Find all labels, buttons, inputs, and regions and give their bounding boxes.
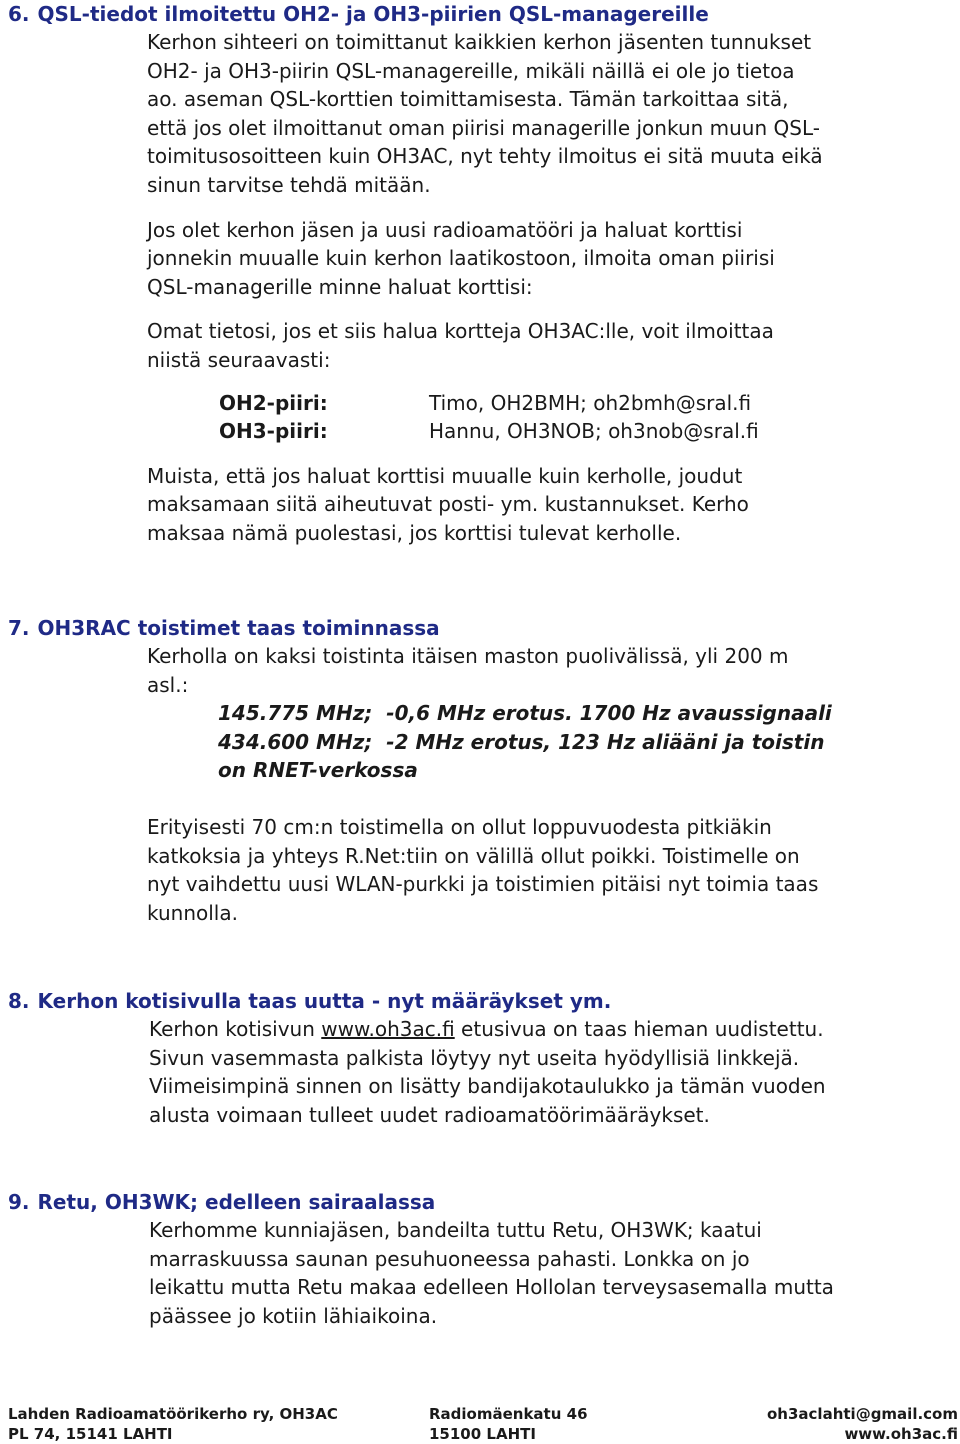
text-line: OH2- ja OH3-piirin QSL-managereille, mikäli näillä ei ole jo tietoa [147,58,795,83]
contact-label-oh2: OH2-piiri: [219,390,328,415]
section-6-paragraph-2 [147,216,958,302]
section-9 [8,1189,958,1330]
text-line: QSL-managerille minne haluat korttisi: [147,274,533,299]
footer-left [8,1404,338,1444]
repeater-70cm: 434.600 MHz; -2 MHz erotus, 123 Hz aliääni ja toistin [218,729,825,754]
text-line: katkoksia ja yhteys R.Net:tiin on välillä ollut poikki. Toistimelle on [147,843,800,868]
text-line: sinun tarvitse tehdä mitään. [147,172,431,197]
section-9-number: 9. [8,1190,30,1214]
text-line: ao. aseman QSL-korttien toimittamisesta. Tämän tarkoittaa sitä, [147,87,789,112]
section-6-heading [8,1,958,28]
qsl-manager-contacts [219,389,958,446]
repeater-frequencies [218,699,958,785]
section-9-heading [8,1189,958,1216]
text-line: jonnekin muualle kuin kerhon laatikostoon, ilmoita oman piirisi [147,246,775,271]
section-7-body-end [147,813,958,927]
text-line: Kerholla on kaksi toistinta itäisen maston puolivälissä, yli 200 m [147,644,789,668]
footer-website[interactable]: www.oh3ac.fi [844,1425,958,1443]
contact-label-oh3: OH3-piiri: [219,419,328,444]
text-line-prefix: Kerhon kotisivun [149,1017,322,1041]
text-line: Kerhon sihteeri on toimittanut kaikkien kerhon jäsenten tunnukset [147,30,812,54]
text-line: maksamaan siitä aiheutuvat posti- ym. kustannukset. Kerho [147,492,749,517]
text-line: leikattu mutta Retu makaa edelleen Hollolan terveysasemalla mutta [149,1275,834,1300]
footer-middle [429,1404,588,1444]
contact-value-oh2[interactable]: Timo, OH2BMH; oh2bmh@sral.fi [429,390,752,415]
text-line: Muista, että jos haluat korttisi muualle kuin kerholle, joudut [147,463,743,488]
text-line: kunnolla. [147,900,238,925]
section-7-number: 7. [8,616,30,640]
contact-value-oh3[interactable]: Hannu, OH3NOB; oh3nob@sral.fi [429,419,759,444]
section-7-body [147,642,958,699]
section-6-paragraph-4 [147,462,958,548]
homepage-link[interactable]: www.oh3ac.fi [321,1017,455,1041]
footer-street-address: Radiomäenkatu 46 [429,1405,588,1423]
text-line: marraskuussa saunan pesuhuoneessa pahasti. Lonkka on jo [149,1246,750,1271]
text-line: että jos olet ilmoittanut oman piirisi managerille jonkun muun QSL- [147,115,820,140]
footer-email[interactable]: oh3aclahti@gmail.com [767,1405,958,1423]
section-8-title: Kerhon kotisivulla taas uutta - nyt määräykset ym. [37,989,612,1013]
text-line: nyt vaihdettu uusi WLAN-purkki ja toistimien pitäisi nyt toimia taas [147,872,819,897]
section-7 [8,615,958,927]
section-8-number: 8. [8,989,30,1013]
footer-postal-city: 15100 LAHTI [429,1425,536,1443]
section-6-body [147,28,958,375]
repeater-2m: 145.775 MHz; -0,6 MHz erotus. 1700 Hz avaussignaali [218,701,832,726]
text-line: Viimeisimpinä sinnen on lisätty bandijakotaulukko ja tämän vuoden [149,1074,826,1099]
repeater-70cm-note: on RNET-verkossa [218,758,418,783]
text-line: Kerhomme kunniajäsen, bandeilta tuttu Retu, OH3WK; kaatui [149,1218,762,1242]
text-line: Erityisesti 70 cm:n toistimella on ollut loppuvuodesta pitkiäkin [147,814,772,839]
section-8-body [149,1015,958,1129]
section-9-paragraph-1 [149,1216,958,1330]
text-line: niistä seuraavasti: [147,347,331,372]
section-8-paragraph-1 [149,1015,958,1129]
footer-right [767,1404,958,1444]
section-7-heading [8,615,958,642]
section-7-title: OH3RAC toistimet taas toiminnassa [37,616,440,640]
section-6-title: QSL-tiedot ilmoitettu OH2- ja OH3-piirien QSL-managereille [37,2,709,26]
section-6 [8,1,958,548]
section-8-heading [8,988,958,1015]
text-line: Jos olet kerhon jäsen ja uusi radioamatööri ja haluat korttisi [147,217,743,242]
footer-po-box: PL 74, 15141 LAHTI [8,1425,173,1443]
section-6-paragraph-3 [147,317,958,374]
text-line: toimitusosoitteen kuin OH3AC, nyt tehty ilmoitus ei sitä muuta eikä [147,144,823,169]
text-line-suffix: etusivua on taas hieman uudistettu. [454,1017,824,1041]
section-9-title: Retu, OH3WK; edelleen sairaalassa [37,1190,436,1214]
text-line: asl.: [147,672,189,697]
section-6-number: 6. [8,2,30,26]
section-6-body-end [147,462,958,548]
section-8 [8,988,958,1129]
text-line: Sivun vasemmasta palkista löytyy nyt useita hyödyllisiä linkkejä. [149,1045,800,1070]
text-line: Omat tietosi, jos et siis halua kortteja OH3AC:lle, voit ilmoittaa [147,319,774,344]
section-7-paragraph-2 [147,813,958,927]
section-6-paragraph-1 [147,28,958,200]
section-7-paragraph-1 [147,642,958,699]
section-9-body [149,1216,958,1330]
footer-club-name: Lahden Radioamatöörikerho ry, OH3AC [8,1405,338,1423]
text-line: alusta voimaan tulleet uudet radioamatöörimääräykset. [149,1102,710,1127]
text-line: maksaa nämä puolestasi, jos korttisi tulevat kerholle. [147,520,682,545]
text-line: päässee jo kotiin lähiaikoina. [149,1303,438,1328]
